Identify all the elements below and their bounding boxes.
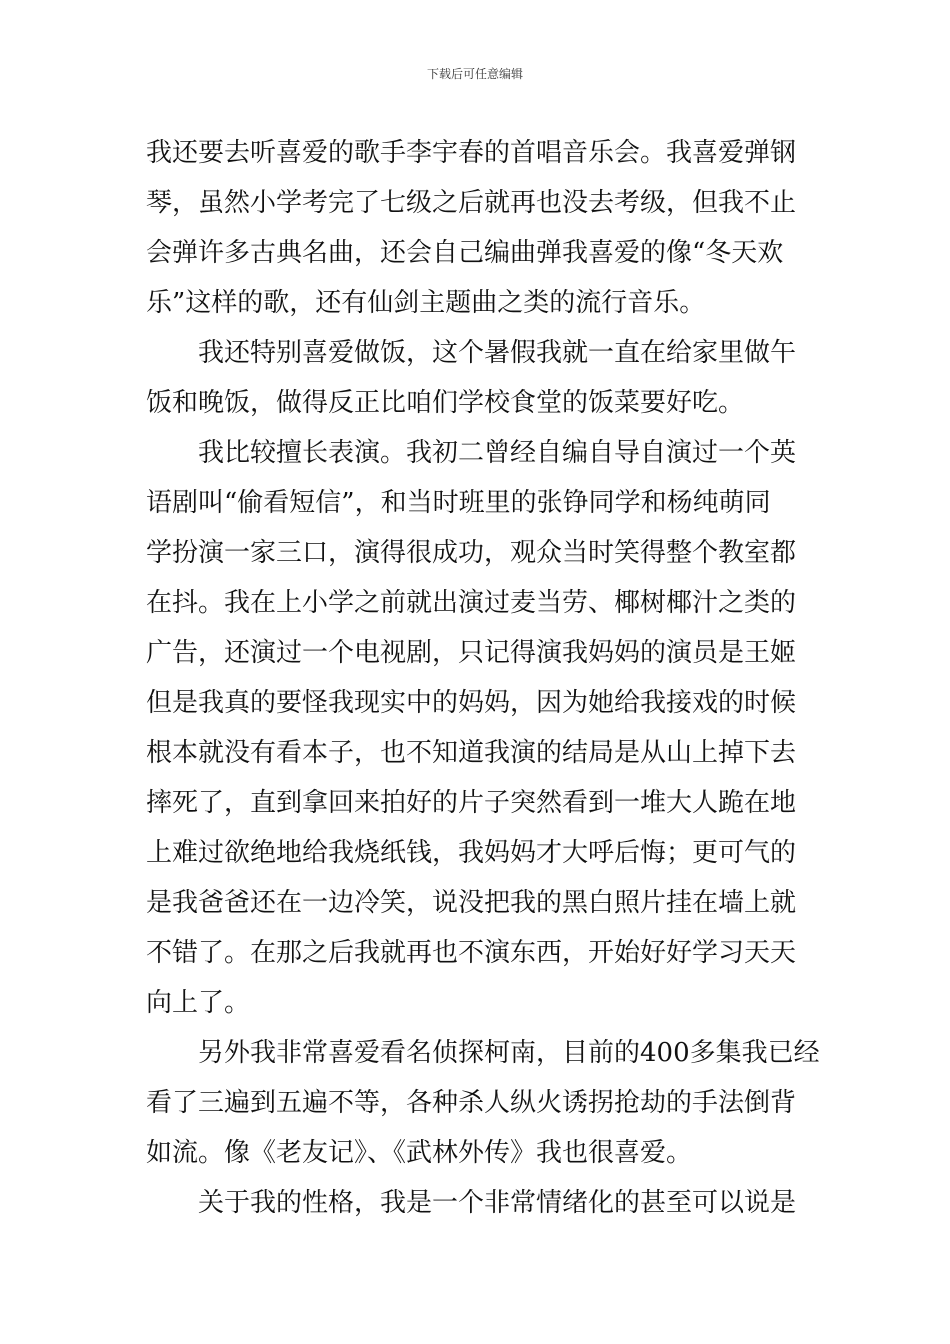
text-line: 我比较擅长表演。我初二曾经自编自导自演过一个英 — [146, 438, 797, 468]
text-line: 琴，虽然小学考完了七级之后就再也没去考级，但我不止 — [146, 188, 797, 218]
text-line: 不错了。在那之后我就再也不演东西，开始好好学习天天 — [146, 938, 797, 968]
text-line: 乐”这样的歌，还有仙剑主题曲之类的流行音乐。 — [146, 288, 706, 318]
text-line: 我还要去听喜爱的歌手李宇春的首唱音乐会。我喜爱弹钢 — [146, 138, 797, 168]
paragraph — [146, 428, 808, 1028]
text-line: 另外我非常喜爱看名侦探柯南，目前的400多集我已经 — [146, 1038, 820, 1068]
page-header: 下载后可任意编辑 — [426, 67, 523, 81]
text-line: 但是我真的要怪我现实中的妈妈，因为她给我接戏的时候 — [146, 688, 797, 718]
text-line: 饭和晚饭，做得反正比咱们学校食堂的饭菜要好吃。 — [146, 388, 745, 418]
text-line: 是我爸爸还在一边冷笑，说没把我的黑白照片挂在墙上就 — [146, 888, 797, 918]
text-line: 广告，还演过一个电视剧，只记得演我妈妈的演员是王姬 — [146, 638, 797, 668]
text-line: 向上了。 — [146, 988, 251, 1018]
text-line: 摔死了，直到拿回来拍好的片子突然看到一堆大人跪在地 — [146, 788, 797, 818]
text-line: 关于我的性格，我是一个非常情绪化的甚至可以说是 — [146, 1188, 797, 1218]
text-line: 如流。像《老友记》、《武林外传》我也很喜爱。 — [146, 1138, 693, 1168]
text-line: 看了三遍到五遍不等，各种杀人纵火诱拐抢劫的手法倒背 — [146, 1088, 797, 1118]
text-line: 语剧叫“偷看短信”，和当时班里的张铮同学和杨纯萌同 — [146, 488, 771, 518]
text-line: 在抖。我在上小学之前就出演过麦当劳、椰树椰汁之类的 — [146, 588, 797, 618]
text-line: 我还特别喜爱做饭，这个暑假我就一直在给家里做午 — [146, 338, 797, 368]
paragraph — [146, 1178, 808, 1228]
text-line: 根本就没有看本子，也不知道我演的结局是从山上掉下去 — [146, 738, 797, 768]
text-line: 会弹许多古典名曲，还会自己编曲弹我喜爱的像“冬天欢 — [146, 238, 784, 268]
document-body — [146, 128, 820, 1228]
text-line: 学扮演一家三口，演得很成功，观众当时笑得整个教室都 — [146, 538, 797, 568]
paragraph — [146, 1028, 820, 1178]
paragraph — [146, 328, 808, 428]
text-line: 上难过欲绝地给我烧纸钱，我妈妈才大呼后悔；更可气的 — [146, 838, 797, 868]
paragraph — [146, 128, 808, 328]
